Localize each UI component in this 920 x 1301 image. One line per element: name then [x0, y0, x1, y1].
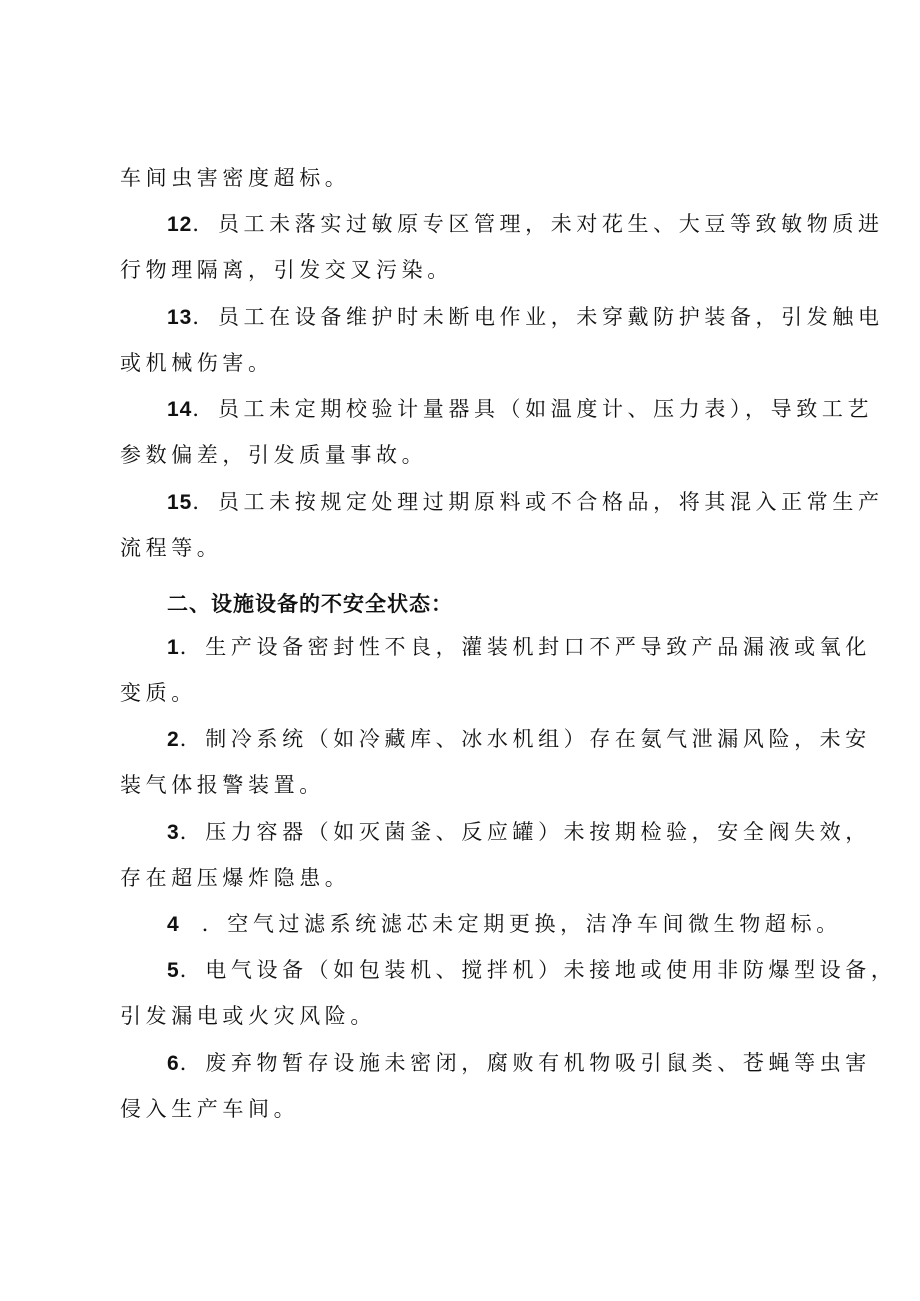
paragraph-text: 或机械伤害。: [120, 351, 274, 375]
item-number: 15: [167, 491, 193, 514]
paragraph-text: ．员工在设备维护时未断电作业，未穿戴防护装备，引发触电: [192, 305, 884, 329]
item-text: ．空气过滤系统滤芯未定期更换，洁净车间微生物超标。: [201, 912, 842, 936]
item-number: 1: [167, 636, 180, 659]
paragraph-text: ．员工未定期校验计量器具（如温度计、压力表），导致工艺: [192, 397, 874, 421]
paragraph-text: 行物理隔离，引发交叉污染。: [120, 258, 453, 282]
item-text: 装气体报警装置。: [120, 773, 325, 797]
section-heading: 二、设施设备的不安全状态：: [167, 592, 453, 616]
paragraph-15-line-1: [167, 487, 884, 518]
paragraph-text: ．员工未按规定处理过期原料或不合格品，将其混入正常生产: [192, 490, 884, 514]
paragraph-14-line-2: [120, 440, 427, 470]
item-1-line-2: [120, 678, 197, 708]
item-2-line-1: [167, 724, 871, 755]
item-6-line-1: [167, 1048, 871, 1079]
paragraph-text: 流程等。: [120, 536, 223, 560]
item-text: ．生产设备密封性不良，灌装机封口不严导致产品漏液或氧化: [179, 635, 871, 659]
item-number: 12: [167, 213, 193, 236]
item-3-line-1: [167, 817, 871, 848]
item-3-line-2: [120, 863, 350, 893]
paragraph-13-line-1: [167, 302, 884, 333]
item-number: 13: [167, 306, 193, 329]
item-5-line-2: [120, 1001, 376, 1031]
item-text: ．废弃物暂存设施未密闭，腐败有机物吸引鼠类、苍蝇等虫害: [179, 1051, 871, 1075]
item-1-line-1: [167, 632, 871, 663]
item-2-line-2: [120, 770, 325, 800]
item-6-line-2: [120, 1094, 299, 1124]
paragraph-line: [120, 163, 350, 193]
item-5-line-1: [167, 955, 897, 986]
paragraph-text: 车间虫害密度超标。: [120, 166, 351, 190]
paragraph-13-line-2: [120, 348, 274, 378]
paragraph-15-line-2: [120, 533, 222, 563]
item-text: 存在超压爆炸隐患。: [120, 866, 351, 890]
item-text: 侵入生产车间。: [120, 1097, 300, 1121]
item-number: 4: [167, 913, 180, 936]
item-text: ．制冷系统（如冷藏库、冰水机组）存在氨气泄漏风险，未安: [179, 727, 871, 751]
item-number: 2: [167, 728, 180, 751]
paragraph-12-line-2: [120, 255, 453, 285]
item-4-line-1: [167, 909, 842, 940]
paragraph-text: 参数偏差，引发质量事故。: [120, 443, 428, 467]
paragraph-14-line-1: [167, 394, 873, 425]
item-text: ．电气设备（如包装机、搅拌机）未接地或使用非防爆型设备，: [179, 958, 897, 982]
item-number: 3: [167, 821, 180, 844]
item-text: ．压力容器（如灭菌釜、反应罐）未按期检验，安全阀失效，: [179, 820, 871, 844]
item-text: 引发漏电或火灾风险。: [120, 1004, 376, 1028]
item-number: 5: [167, 959, 180, 982]
paragraph-12-line-1: [167, 209, 884, 240]
item-number: 6: [167, 1052, 180, 1075]
item-text: 变质。: [120, 681, 197, 705]
paragraph-text: ．员工未落实过敏原专区管理，未对花生、大豆等致敏物质进: [192, 212, 884, 236]
item-number: 14: [167, 398, 193, 421]
